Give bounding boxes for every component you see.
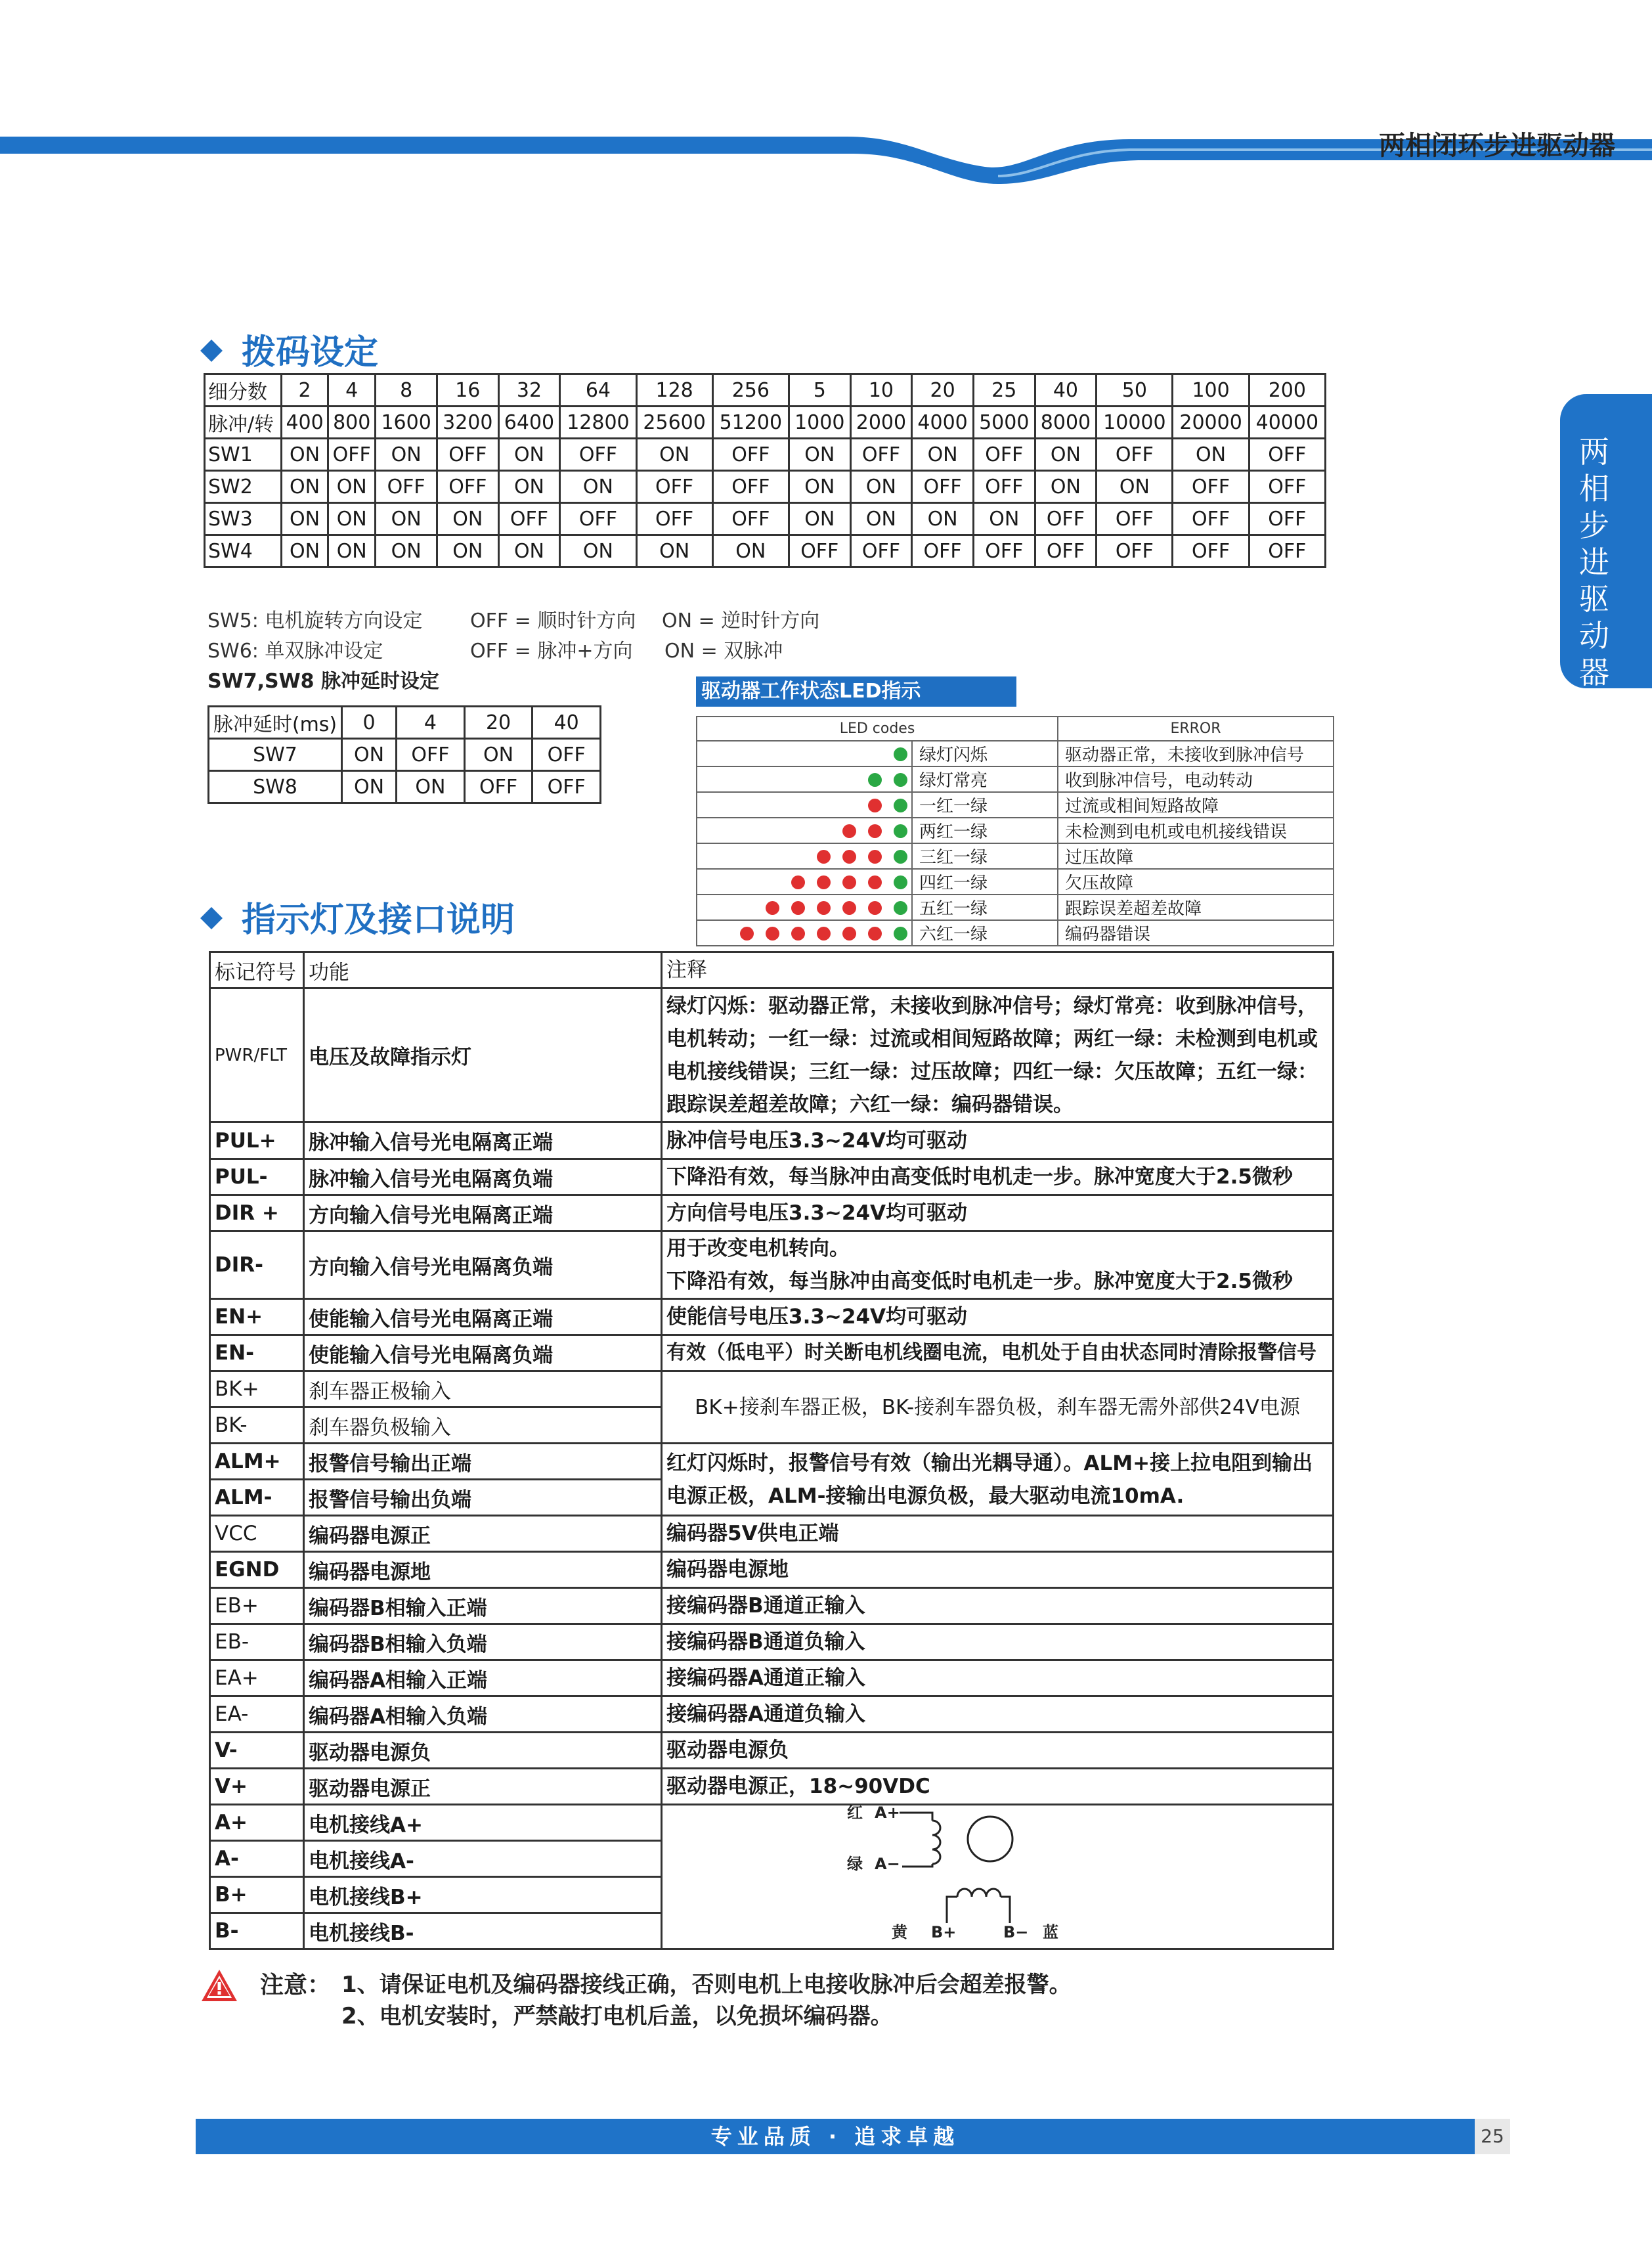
io-header-function: 功能 <box>304 952 662 988</box>
delay-cell: OFF <box>533 739 601 771</box>
label-red: 红 <box>847 1804 863 1822</box>
green-led-icon <box>894 850 907 864</box>
dip-cell: 40 <box>1035 374 1097 407</box>
dip-cell: 10 <box>850 374 912 407</box>
red-led-icon <box>791 875 805 889</box>
dip-cell: 5 <box>789 374 850 407</box>
dip-cell: 25 <box>973 374 1035 407</box>
led-error: 欠压故障 <box>1058 869 1334 895</box>
led-code: 三红一绿 <box>912 843 1058 869</box>
led-indicator <box>697 895 912 920</box>
io-function: 编码器电源地 <box>304 1552 662 1588</box>
dip-cell: ON <box>560 471 636 503</box>
dip-cell: ON <box>437 503 498 535</box>
io-function: 报警信号输出负端 <box>304 1480 662 1516</box>
dip-cell: ON <box>850 503 912 535</box>
delay-cell: 20 <box>464 707 533 739</box>
dip-cell: ON <box>789 439 850 471</box>
delay-table-row <box>209 707 601 739</box>
dip-cell: OFF <box>973 439 1035 471</box>
led-codes-table <box>696 716 1334 946</box>
led-indicator <box>697 766 912 792</box>
delay-row-header: 脉冲延时(ms) <box>209 707 342 739</box>
led-indicator <box>697 818 912 843</box>
red-led-icon <box>868 824 882 838</box>
io-function: 电压及故障指示灯 <box>304 988 662 1122</box>
io-symbol: EA+ <box>210 1660 304 1696</box>
dip-cell: 4000 <box>912 407 974 439</box>
io-function: 脉冲输入信号光电隔离负端 <box>304 1159 662 1195</box>
dip-cell: ON <box>712 535 789 567</box>
dip-cell: OFF <box>850 535 912 567</box>
dip-cell: OFF <box>973 535 1035 567</box>
red-led-icon <box>817 875 831 889</box>
green-led-icon <box>894 927 907 941</box>
io-symbol: PWR/FLT <box>210 988 304 1122</box>
dip-cell: 800 <box>328 407 376 439</box>
warning-line-2: 2、电机安装时，严禁敲打电机后盖，以免损坏编码器。 <box>341 2003 893 2029</box>
io-note: 接编码器A通道正输入 <box>662 1660 1334 1696</box>
green-led-icon <box>894 875 907 889</box>
dip-cell: 40000 <box>1249 407 1325 439</box>
dip-row-header: SW1 <box>205 439 282 471</box>
dip-cell: ON <box>1035 439 1097 471</box>
io-function: 编码器A相输入负端 <box>304 1696 662 1733</box>
dip-cell: OFF <box>1097 535 1173 567</box>
io-symbol: V- <box>210 1733 304 1769</box>
red-led-icon <box>817 850 831 864</box>
io-function: 电机接线A+ <box>304 1805 662 1841</box>
sw78-label: SW7,SW8 脉冲延时设定 <box>207 670 439 693</box>
label-yellow: 黄 <box>892 1923 907 1941</box>
red-led-icon <box>791 901 805 915</box>
dip-cell: ON <box>912 439 974 471</box>
dip-table-row <box>205 471 1326 503</box>
dip-cell: ON <box>973 503 1035 535</box>
io-symbol: DIR- <box>210 1231 304 1299</box>
io-symbol: PUL- <box>210 1159 304 1195</box>
red-led-icon <box>766 927 779 941</box>
warning-label: 注意： <box>260 1972 332 1999</box>
dip-cell: 25600 <box>636 407 712 439</box>
io-note: 绿灯闪烁：驱动器正常，未接收到脉冲信号；绿灯常亮：收到脉冲信号，电机转动；一红一绿：过流或相间短路故障；两红一绿：未检测到电机或电机接线错误；三红一绿：过压故障；四红一绿：欠压故障；五红一绿：跟踪误差超差故障；六红一绿：编码器错误。 <box>662 988 1334 1122</box>
red-led-icon <box>766 901 779 915</box>
delay-row-header: SW8 <box>209 771 342 803</box>
dip-cell: ON <box>498 439 560 471</box>
dip-cell: ON <box>560 535 636 567</box>
section-title-io: 指示灯及接口说明 <box>242 900 515 940</box>
dip-row-header: SW4 <box>205 535 282 567</box>
red-led-icon <box>842 824 856 838</box>
io-function: 使能输入信号光电隔离负端 <box>304 1335 662 1371</box>
sw5-on: ON = 逆时针方向 <box>662 609 820 632</box>
green-led-icon <box>868 773 882 787</box>
dip-cell: 1600 <box>376 407 437 439</box>
led-error: 过压故障 <box>1058 843 1334 869</box>
led-indicator <box>697 792 912 818</box>
delay-table-row <box>209 739 601 771</box>
warning-triangle-icon <box>200 1968 239 2003</box>
io-function: 驱动器电源负 <box>304 1733 662 1769</box>
io-note: 使能信号电压3.3~24V均可驱动 <box>662 1299 1334 1335</box>
dip-cell: OFF <box>850 439 912 471</box>
led-row <box>697 920 1334 946</box>
io-function: 报警信号输出正端 <box>304 1444 662 1480</box>
dip-cell: OFF <box>560 503 636 535</box>
led-error: 驱动器正常，未接收到脉冲信号 <box>1058 741 1334 766</box>
dip-cell: OFF <box>1173 535 1249 567</box>
io-function: 驱动器电源正 <box>304 1769 662 1805</box>
io-note-line: 用于改变电机转向。 <box>666 1237 850 1260</box>
red-led-icon <box>842 850 856 864</box>
io-function: 电机接线B+ <box>304 1877 662 1913</box>
led-indicator <box>697 741 912 766</box>
io-symbol: V+ <box>210 1769 304 1805</box>
dip-cell: ON <box>789 503 850 535</box>
red-led-icon <box>817 901 831 915</box>
io-note: 接编码器B通道负输入 <box>662 1624 1334 1660</box>
dip-cell: OFF <box>498 503 560 535</box>
dip-cell: OFF <box>912 471 974 503</box>
io-note: BK+接刹车器正极，BK-接刹车器负极，刹车器无需外部供24V电源 <box>662 1371 1334 1444</box>
io-function: 刹车器负极输入 <box>304 1407 662 1444</box>
io-function: 方向输入信号光电隔离负端 <box>304 1231 662 1299</box>
io-symbol: BK- <box>210 1407 304 1444</box>
dip-cell: OFF <box>1249 503 1325 535</box>
dip-cell: OFF <box>560 439 636 471</box>
green-led-icon <box>894 773 907 787</box>
io-note: 脉冲信号电压3.3~24V均可驱动 <box>662 1122 1334 1159</box>
dip-cell: 400 <box>282 407 328 439</box>
green-led-icon <box>894 824 907 838</box>
io-symbol: B- <box>210 1913 304 1949</box>
led-code: 两红一绿 <box>912 818 1058 843</box>
red-led-icon <box>842 901 856 915</box>
page-header-title: 两相闭环步进驱动器 <box>1379 131 1615 161</box>
side-tab-label: 两相步进驱动器 <box>1579 434 1609 690</box>
led-indicator <box>697 869 912 895</box>
sw6-off: OFF = 脉冲+方向 <box>470 640 633 663</box>
red-led-icon <box>868 850 882 864</box>
io-note: 编码器电源地 <box>662 1552 1334 1588</box>
led-row <box>697 843 1334 869</box>
io-symbol: EB+ <box>210 1588 304 1624</box>
dip-table-row <box>205 503 1326 535</box>
coil-b-winding <box>957 1889 1001 1897</box>
dip-cell: ON <box>498 471 560 503</box>
io-symbol: A- <box>210 1841 304 1877</box>
io-function: 刹车器正极输入 <box>304 1371 662 1407</box>
dip-cell: 6400 <box>498 407 560 439</box>
led-row <box>697 792 1334 818</box>
dip-cell: ON <box>282 503 328 535</box>
delay-cell: OFF <box>397 739 465 771</box>
green-led-icon <box>894 799 907 812</box>
io-function: 编码器电源正 <box>304 1516 662 1552</box>
dip-row-header: SW3 <box>205 503 282 535</box>
io-note-line: 下降沿有效，每当脉冲由高变低时电机走一步。脉冲宽度大于2.5微秒 <box>666 1270 1293 1293</box>
dip-cell: OFF <box>1035 535 1097 567</box>
sw5-label: SW5: 电机旋转方向设定 <box>207 609 423 632</box>
diamond-bullet-icon <box>200 907 223 929</box>
warning-line-1: 1、请保证电机及编码器接线正确，否则电机上电接收脉冲后会超差报警。 <box>341 1972 1072 1998</box>
diamond-bullet-icon <box>200 340 223 362</box>
dip-cell: OFF <box>437 471 498 503</box>
dip-cell: ON <box>282 439 328 471</box>
dip-cell: OFF <box>1097 439 1173 471</box>
dip-cell: ON <box>636 439 712 471</box>
io-function: 编码器B相输入正端 <box>304 1588 662 1624</box>
io-symbol: EN- <box>210 1335 304 1371</box>
dip-cell: 32 <box>498 374 560 407</box>
sw6-label: SW6: 单双脉冲设定 <box>207 640 383 663</box>
dip-cell: 3200 <box>437 407 498 439</box>
dip-cell: 128 <box>636 374 712 407</box>
dip-cell: 200 <box>1249 374 1325 407</box>
sw5-off: OFF = 顺时针方向 <box>470 609 636 632</box>
dip-table-row <box>205 407 1326 439</box>
dip-cell: 100 <box>1173 374 1249 407</box>
io-header-symbol: 标记符号 <box>210 952 304 988</box>
red-led-icon <box>868 927 882 941</box>
red-led-icon <box>817 927 831 941</box>
dip-cell: ON <box>328 503 376 535</box>
dip-cell: OFF <box>328 439 376 471</box>
dip-cell: ON <box>1035 471 1097 503</box>
dip-cell: OFF <box>712 503 789 535</box>
io-function: 方向输入信号光电隔离正端 <box>304 1195 662 1231</box>
dip-cell: 256 <box>712 374 789 407</box>
dip-cell: ON <box>282 535 328 567</box>
red-led-icon <box>791 927 805 941</box>
red-led-icon <box>740 927 754 941</box>
dip-table-row <box>205 439 1326 471</box>
coil-b-wire <box>947 1897 1010 1923</box>
label-blue: 蓝 <box>1043 1923 1058 1941</box>
delay-cell: ON <box>397 771 465 803</box>
io-note: 红灯闪烁时，报警信号有效（输出光耦导通）。ALM+接上拉电阻到输出电源正极，ALM-接输出电源负极，最大驱动电流10mA. <box>662 1444 1334 1516</box>
dip-cell: ON <box>789 471 850 503</box>
section-heading-dip <box>204 324 378 374</box>
io-symbol: ALM- <box>210 1480 304 1516</box>
io-note: 下降沿有效，每当脉冲由高变低时电机走一步。脉冲宽度大于2.5微秒 <box>662 1159 1334 1195</box>
red-led-icon <box>842 875 856 889</box>
io-header-note: 注释 <box>662 952 1334 988</box>
dip-cell: 1000 <box>789 407 850 439</box>
dip-cell: 5000 <box>973 407 1035 439</box>
delay-cell: 40 <box>533 707 601 739</box>
dip-cell: OFF <box>636 503 712 535</box>
dip-cell: ON <box>912 503 974 535</box>
io-note: 接编码器B通道正输入 <box>662 1588 1334 1624</box>
dip-cell: 2 <box>282 374 328 407</box>
dip-cell: OFF <box>1097 503 1173 535</box>
red-led-icon <box>868 799 882 812</box>
io-note: 驱动器电源负 <box>662 1733 1334 1769</box>
io-symbol: EN+ <box>210 1299 304 1335</box>
dip-cell: OFF <box>712 439 789 471</box>
red-led-icon <box>842 927 856 941</box>
delay-cell: OFF <box>464 771 533 803</box>
delay-cell: 4 <box>397 707 465 739</box>
io-note: 编码器5V供电正端 <box>662 1516 1334 1552</box>
dip-cell: 16 <box>437 374 498 407</box>
led-code: 绿灯常亮 <box>912 766 1058 792</box>
dip-cell: OFF <box>376 471 437 503</box>
led-error: 未检测到电机或电机接线错误 <box>1058 818 1334 843</box>
dip-cell: ON <box>636 535 712 567</box>
led-code: 绿灯闪烁 <box>912 741 1058 766</box>
dip-cell: ON <box>282 471 328 503</box>
led-code: 六红一绿 <box>912 920 1058 946</box>
dip-table-row <box>205 535 1326 567</box>
label-a-minus: A− <box>875 1855 900 1873</box>
section-title-dip: 拨码设定 <box>242 333 379 372</box>
io-function: 使能输入信号光电隔离正端 <box>304 1299 662 1335</box>
io-function: 编码器B相输入负端 <box>304 1624 662 1660</box>
motor-wiring-diagram <box>834 1798 1110 1943</box>
dip-row-header: 细分数 <box>205 374 282 407</box>
section-heading-io <box>204 892 515 941</box>
dip-cell: OFF <box>912 535 974 567</box>
dip-cell: ON <box>1173 439 1249 471</box>
dip-cell: 64 <box>560 374 636 407</box>
dip-cell: 20 <box>912 374 974 407</box>
green-led-icon <box>894 747 907 761</box>
io-symbol: BK+ <box>210 1371 304 1407</box>
dip-cell: 12800 <box>560 407 636 439</box>
dip-cell: ON <box>376 535 437 567</box>
dip-cell: 4 <box>328 374 376 407</box>
io-note <box>662 1231 1334 1299</box>
delay-cell: OFF <box>533 771 601 803</box>
led-error: 收到脉冲信号，电动转动 <box>1058 766 1334 792</box>
dip-cell: ON <box>850 471 912 503</box>
dip-row-header: SW2 <box>205 471 282 503</box>
io-note: 方向信号电压3.3~24V均可驱动 <box>662 1195 1334 1231</box>
label-green: 绿 <box>847 1855 863 1873</box>
io-symbol: EA- <box>210 1696 304 1733</box>
coil-a-winding <box>932 1821 940 1864</box>
io-symbol: ALM+ <box>210 1444 304 1480</box>
io-function: 编码器A相输入正端 <box>304 1660 662 1696</box>
dip-cell: ON <box>328 471 376 503</box>
dip-cell: OFF <box>1249 535 1325 567</box>
red-led-icon <box>868 901 882 915</box>
led-error: 跟踪误差超差故障 <box>1058 895 1334 920</box>
dip-cell: OFF <box>1249 471 1325 503</box>
red-led-icon <box>868 875 882 889</box>
label-b-minus: B− <box>1003 1923 1029 1941</box>
led-row <box>697 741 1334 766</box>
led-row <box>697 766 1334 792</box>
led-row <box>697 869 1334 895</box>
io-note: 接编码器A通道负输入 <box>662 1696 1334 1733</box>
delay-cell: 0 <box>342 707 397 739</box>
dip-cell: ON <box>328 535 376 567</box>
led-codes-header: LED codes <box>697 717 1058 741</box>
dip-cell: 10000 <box>1097 407 1173 439</box>
dip-cell: 2000 <box>850 407 912 439</box>
dip-switch-table <box>204 373 1326 568</box>
io-function: 脉冲输入信号光电隔离正端 <box>304 1122 662 1159</box>
dip-cell: OFF <box>636 471 712 503</box>
dip-cell: 8 <box>376 374 437 407</box>
page-number: 25 <box>1481 2125 1504 2147</box>
interface-table <box>209 951 1334 1950</box>
dip-cell: ON <box>437 535 498 567</box>
io-note: 有效（低电平）时关断电机线圈电流，电机处于自由状态同时清除报警信号 <box>662 1335 1334 1371</box>
led-error-header: ERROR <box>1058 717 1334 741</box>
io-function: 电机接线B- <box>304 1913 662 1949</box>
pulse-delay-table <box>207 705 601 804</box>
io-symbol: B+ <box>210 1877 304 1913</box>
dip-cell: OFF <box>1173 503 1249 535</box>
dip-row-header: 脉冲/转 <box>205 407 282 439</box>
io-function: 电机接线A- <box>304 1841 662 1877</box>
dip-cell: OFF <box>973 471 1035 503</box>
io-symbol: VCC <box>210 1516 304 1552</box>
led-row <box>697 818 1334 843</box>
dip-cell: ON <box>498 535 560 567</box>
dip-cell: 51200 <box>712 407 789 439</box>
io-symbol: EB- <box>210 1624 304 1660</box>
dip-cell: 50 <box>1097 374 1173 407</box>
label-a-plus: A+ <box>875 1804 900 1822</box>
dip-cell: 20000 <box>1173 407 1249 439</box>
delay-table-row <box>209 771 601 803</box>
led-row <box>697 895 1334 920</box>
dip-cell: OFF <box>712 471 789 503</box>
led-indicator <box>697 920 912 946</box>
led-code: 一红一绿 <box>912 792 1058 818</box>
dip-cell: 8000 <box>1035 407 1097 439</box>
dip-cell: OFF <box>789 535 850 567</box>
sw6-on: ON = 双脉冲 <box>664 640 783 663</box>
io-note: 驱动器电源正，18~90VDC <box>662 1769 1334 1805</box>
delay-row-header: SW7 <box>209 739 342 771</box>
dip-cell: OFF <box>1173 471 1249 503</box>
led-error: 编码器错误 <box>1058 920 1334 946</box>
label-b-plus: B+ <box>931 1923 957 1941</box>
dip-cell: OFF <box>1035 503 1097 535</box>
io-symbol: A+ <box>210 1805 304 1841</box>
dip-cell: ON <box>376 439 437 471</box>
coil-a-wire <box>900 1813 932 1867</box>
io-symbol: DIR + <box>210 1195 304 1231</box>
dip-cell: ON <box>1097 471 1173 503</box>
delay-cell: ON <box>342 771 397 803</box>
led-indicator <box>697 843 912 869</box>
motor-rotor-icon <box>968 1817 1012 1861</box>
io-symbol: PUL+ <box>210 1122 304 1159</box>
delay-cell: ON <box>342 739 397 771</box>
dip-cell: ON <box>376 503 437 535</box>
led-status-banner: 驱动器工作状态LED指示 <box>696 676 1016 707</box>
led-error: 过流或相间短路故障 <box>1058 792 1334 818</box>
green-led-icon <box>894 901 907 915</box>
footer-slogan: 专业品质 · 追求卓越 <box>710 2124 960 2149</box>
delay-cell: ON <box>464 739 533 771</box>
led-code: 四红一绿 <box>912 869 1058 895</box>
dip-table-row <box>205 374 1326 407</box>
dip-cell: OFF <box>1249 439 1325 471</box>
led-code: 五红一绿 <box>912 895 1058 920</box>
io-symbol: EGND <box>210 1552 304 1588</box>
dip-cell: OFF <box>437 439 498 471</box>
